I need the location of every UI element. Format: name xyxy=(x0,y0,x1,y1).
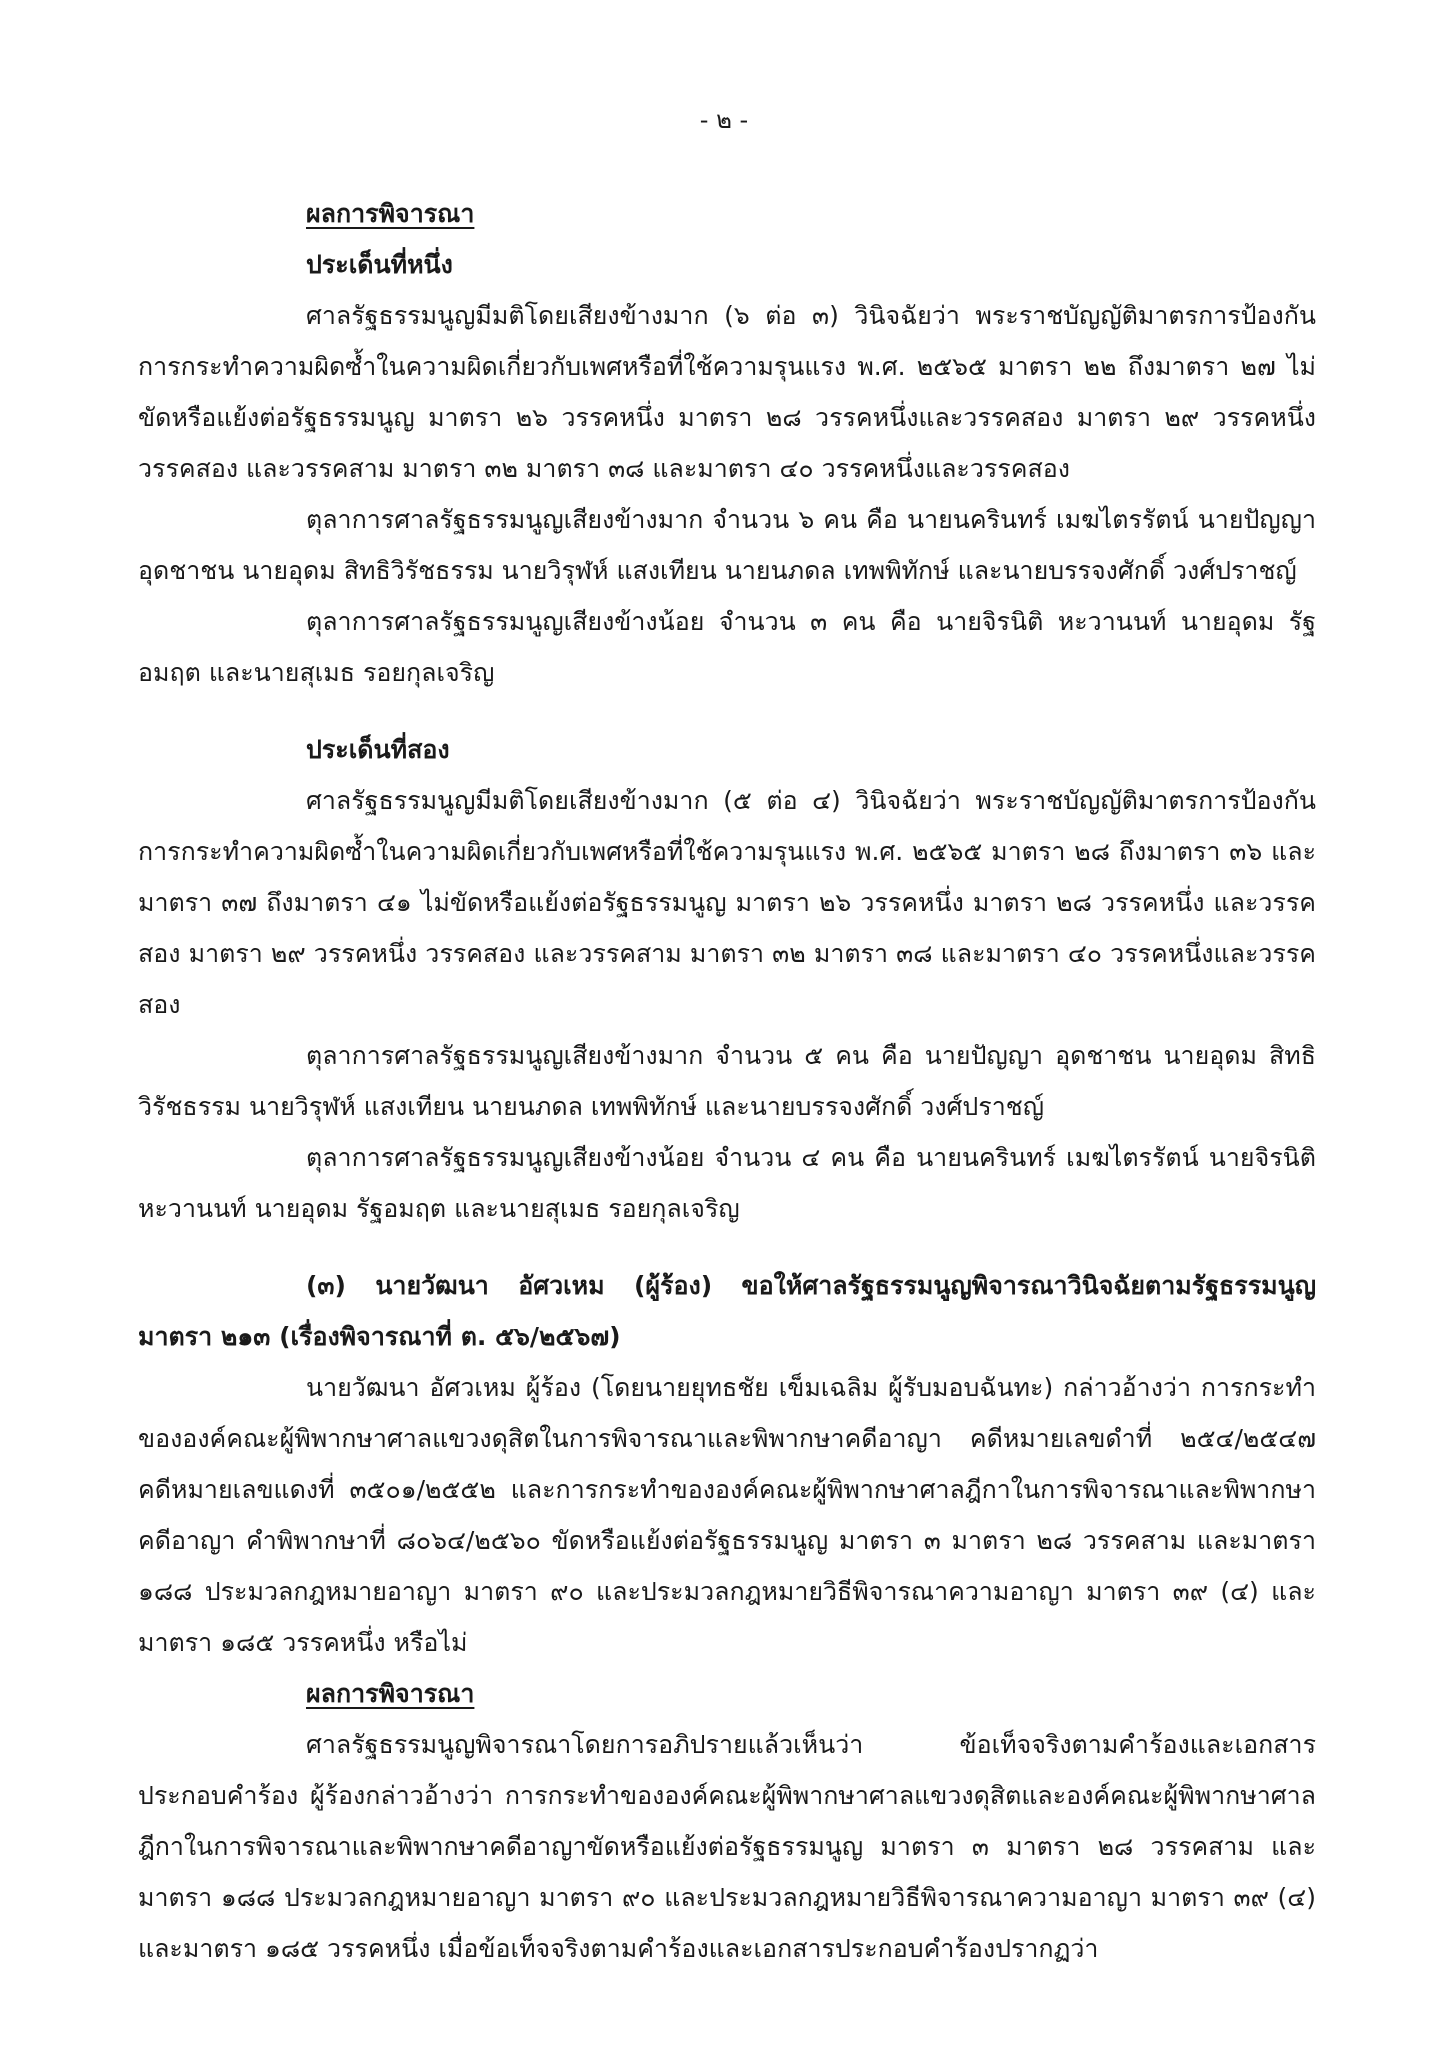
issue2-heading: ประเด็นที่สอง xyxy=(306,735,450,764)
issue2-majority: ตุลาการศาลรัฐธรรมนูญเสียงข้างมาก จำนวน ๕ คน คือ นายปัญญา อุดชาชน นายอุดม สิทธิวิรัชธรรม นายวิรุฬห์ แสงเทียน นายนภดล เทพพิทักษ์ และนายบรรจงศักดิ์ วงศ์ปราชญ์ xyxy=(138,1041,1316,1121)
issue1-minority: ตุลาการศาลรัฐธรรมนูญเสียงข้างน้อย จำนวน ๓ คน คือ นายจิรนิติ หะวานนท์ นายอุดม รัฐอมฤต และนายสุเมธ รอยกุลเจริญ xyxy=(138,607,1316,687)
issue2-text: ศาลรัฐธรรมนูญมีมติโดยเสียงข้างมาก (๕ ต่อ ๔) วินิจฉัยว่า พระราชบัญญัติมาตรการป้องกันการกระทำความผิดซ้ำในความผิดเกี่ยวกับเพศหรือที่ใช้ความรุนแรง พ.ศ. ๒๕๖๕ มาตรา ๒๘ ถึงมาตรา ๓๖ และมาตรา ๓๗ ถึงมาตรา ๔๑ ไม่ขัดหรือแย้งต่อรัฐธรรมนูญ มาตรา ๒๖ วรรคหนึ่ง มาตรา ๒๘ วรรคหนึ่ง และวรรคสอง มาตรา ๒๙ วรรคหนึ่ง วรรคสอง และวรรคสาม มาตรา ๓๒ มาตรา ๓๘ และมาตรา ๔๐ วรรคหนึ่งและวรรคสอง xyxy=(138,786,1316,1019)
result-heading-2: ผลการพิจารณา xyxy=(306,1679,475,1708)
document-body xyxy=(138,188,1316,1974)
issue1-text: ศาลรัฐธรรมนูญมีมติโดยเสียงข้างมาก (๖ ต่อ ๓) วินิจฉัยว่า พระราชบัญญัติมาตรการป้องกันการกระทำความผิดซ้ำในความผิดเกี่ยวกับเพศหรือที่ใช้ความรุนแรง พ.ศ. ๒๕๖๕ มาตรา ๒๒ ถึงมาตรา ๒๗ ไม่ขัดหรือแย้งต่อรัฐธรรมนูญ มาตรา ๒๖ วรรคหนึ่ง มาตรา ๒๘ วรรคหนึ่งและวรรคสอง มาตรา ๒๙ วรรคหนึ่ง วรรคสอง และวรรคสาม มาตรา ๓๒ มาตรา ๓๘ และมาตรา ๔๐ วรรคหนึ่งและวรรคสอง xyxy=(138,301,1316,483)
issue2-minority: ตุลาการศาลรัฐธรรมนูญเสียงข้างน้อย จำนวน ๔ คน คือ นายนครินทร์ เมฆไตรรัตน์ นายจิรนิติ หะวานนท์ นายอุดม รัฐอมฤต และนายสุเมธ รอยกุลเจริญ xyxy=(138,1143,1316,1223)
case-text: นายวัฒนา อัศวเหม ผู้ร้อง (โดยนายยุทธชัย เข็มเฉลิม ผู้รับมอบฉันทะ) กล่าวอ้างว่า การกระทำขององค์คณะผู้พิพากษาศาลแขวงดุสิตในการพิจารณาและพิพากษาคดีอาญา คดีหมายเลขดำที่ ๒๕๔/๒๕๔๗ คดีหมายเลขแดงที่ ๓๕๐๑/๒๕๕๒ และการกระทำขององค์คณะผู้พิพากษาศาลฎีกาในการพิจารณาและพิพากษาคดีอาญา คำพิพากษาที่ ๘๐๖๔/๒๕๖๐ ขัดหรือแย้งต่อรัฐธรรมนูญ มาตรา ๓ มาตรา ๒๘ วรรคสาม และมาตรา ๑๘๘ ประมวลกฎหมายอาญา มาตรา ๙๐ และประมวลกฎหมายวิธีพิจารณาความอาญา มาตรา ๓๙ (๔) และมาตรา ๑๘๕ วรรคหนึ่ง หรือไม่ xyxy=(138,1373,1316,1657)
page-number: - ๒ - xyxy=(699,106,749,134)
issue1-heading: ประเด็นที่หนึ่ง xyxy=(306,250,453,279)
issue1-majority: ตุลาการศาลรัฐธรรมนูญเสียงข้างมาก จำนวน ๖ คน คือ นายนครินทร์ เมฆไตรรัตน์ นายปัญญา อุดชาชน นายอุดม สิทธิวิรัชธรรม นายวิรุฬห์ แสงเทียน นายนภดล เทพพิทักษ์ และนายบรรจงศักดิ์ วงศ์ปราชญ์ xyxy=(138,505,1316,585)
case-heading: (๓) นายวัฒนา อัศวเหม (ผู้ร้อง) ขอให้ศาลรัฐธรรมนูญพิจารณาวินิจฉัยตามรัฐธรรมนูญ มาตรา ๒๑๓ (เรื่องพิจารณาที่ ต. ๕๖/๒๕๖๗) xyxy=(138,1271,1316,1351)
result-heading-1: ผลการพิจารณา xyxy=(306,199,475,228)
result-text: ศาลรัฐธรรมนูญพิจารณาโดยการอภิปรายแล้วเห็นว่า ข้อเท็จจริงตามคำร้องและเอกสารประกอบคำร้อง ผู้ร้องกล่าวอ้างว่า การกระทำขององค์คณะผู้พิพากษาศาลแขวงดุสิตและองค์คณะผู้พิพากษาศาลฎีกาในการพิจารณาและพิพากษาคดีอาญาขัดหรือแย้งต่อรัฐธรรมนูญ มาตรา ๓ มาตรา ๒๘ วรรคสาม และมาตรา ๑๘๘ ประมวลกฎหมายอาญา มาตรา ๙๐ และประมวลกฎหมายวิธีพิจารณาความอาญา มาตรา ๓๙ (๔) และมาตรา ๑๘๕ วรรคหนึ่ง เมื่อข้อเท็จจริงตามคำร้องและเอกสารประกอบคำร้องปรากฏว่า xyxy=(138,1730,1316,1963)
